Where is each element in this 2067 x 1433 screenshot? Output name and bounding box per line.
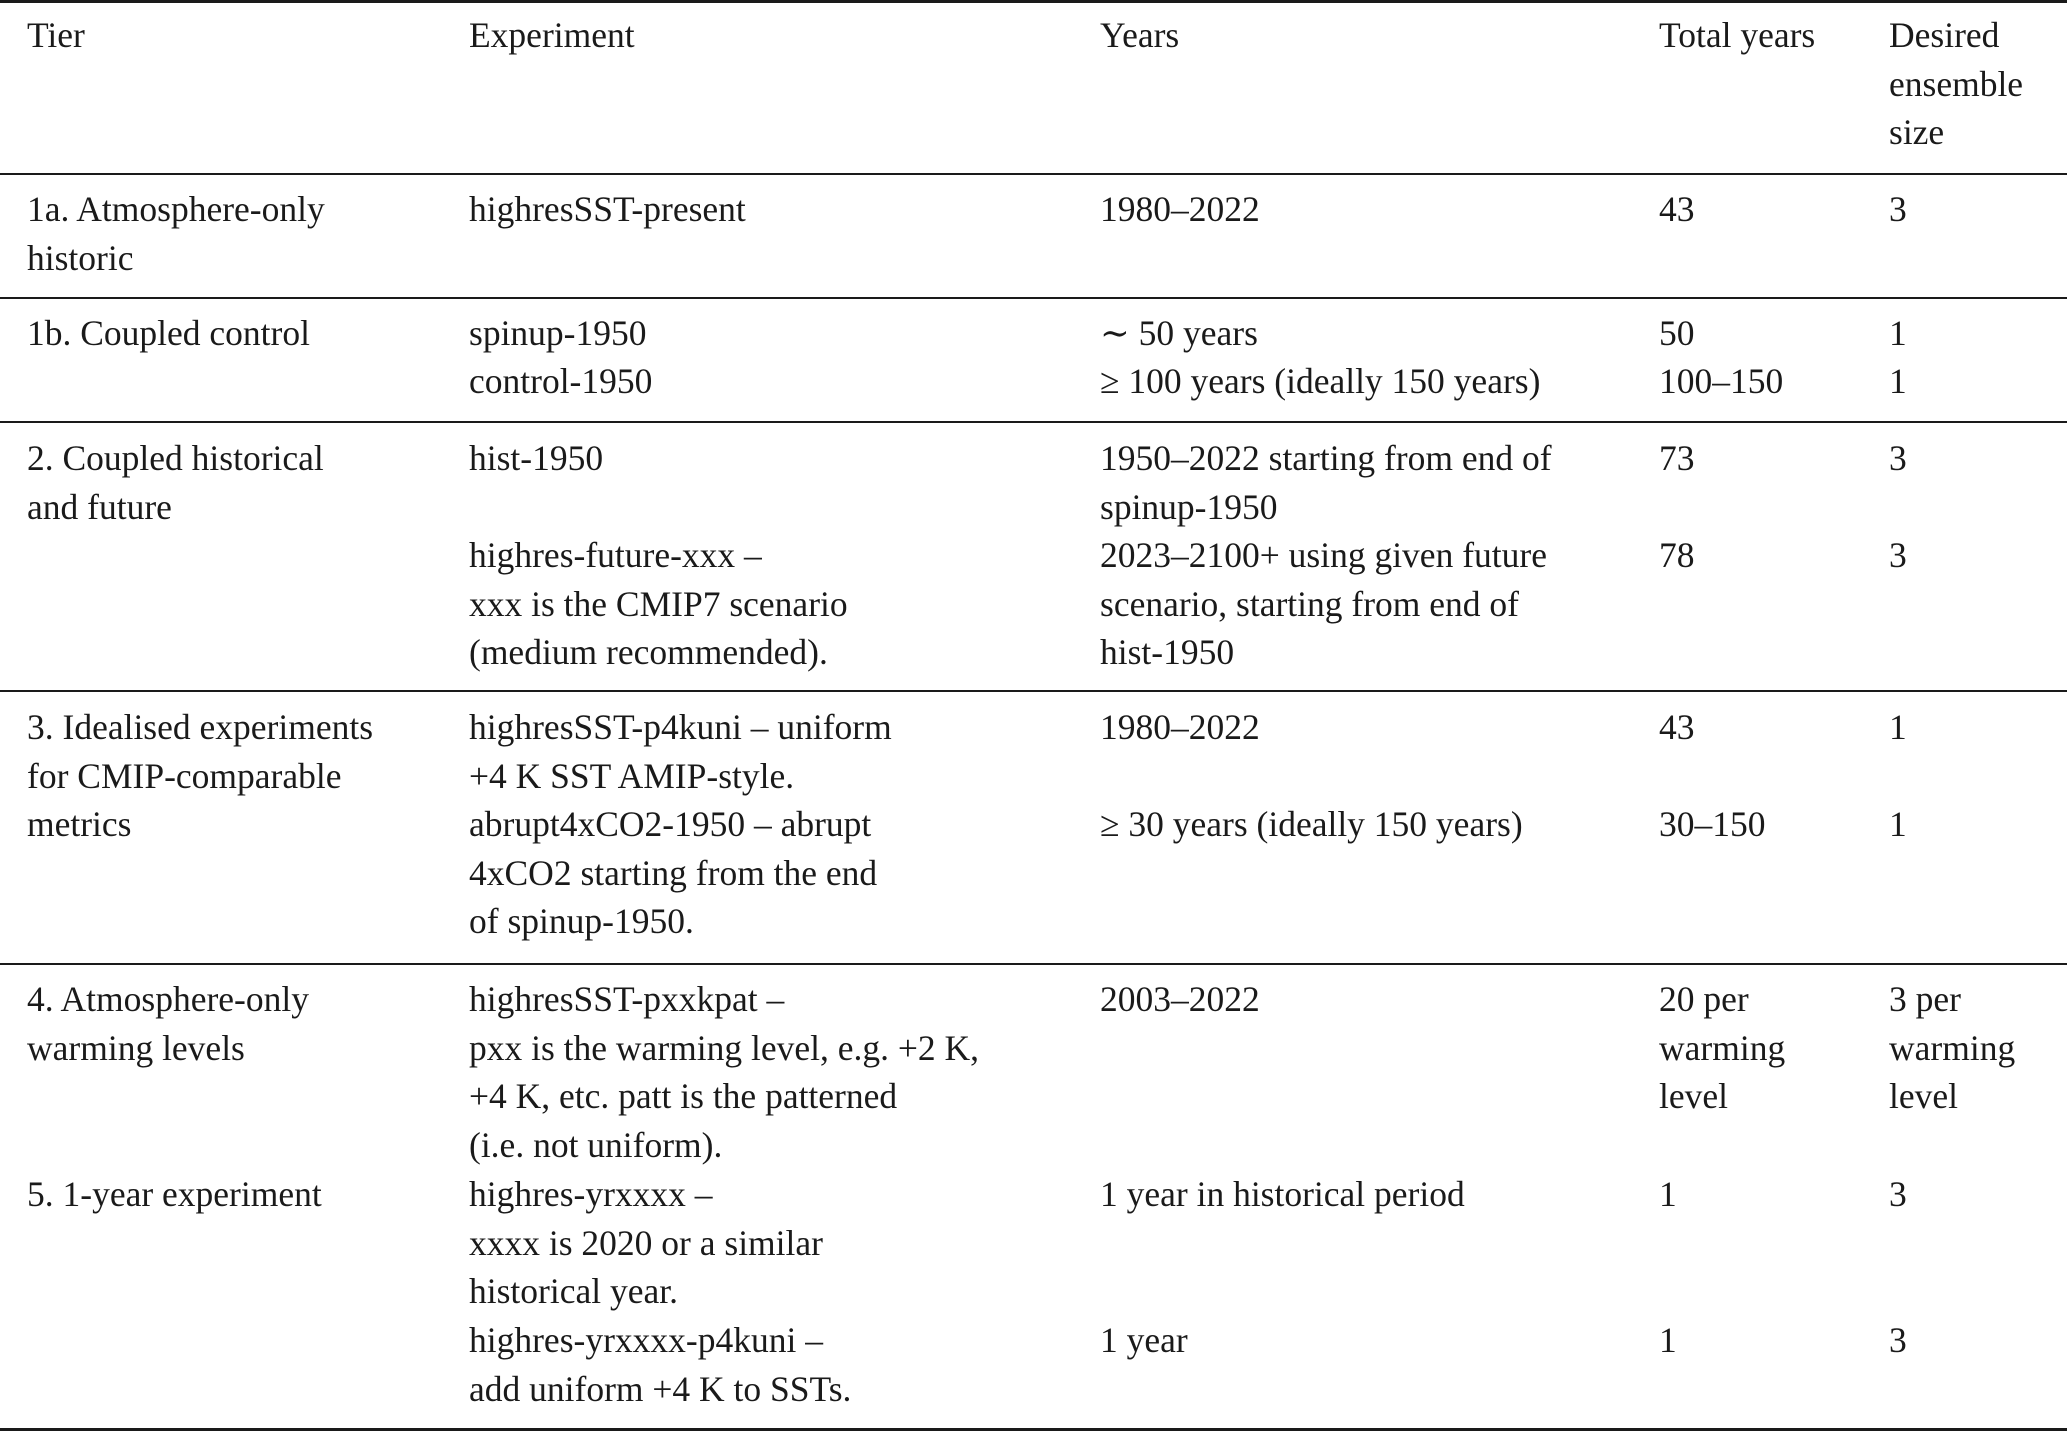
years-value: 1980–2022 — [1100, 189, 1260, 229]
experiment-name: spinup-1950 — [469, 313, 647, 353]
ensemble-size-value: 1 — [1889, 707, 1907, 747]
header-rule — [0, 173, 2067, 175]
tier-label: 1a. Atmosphere-only historic — [27, 189, 325, 278]
ensemble-size-value: 3 per warming level — [1889, 979, 2016, 1116]
header-total-years: Total years — [1659, 15, 1816, 55]
experiment-name: highres-future-xxx – xxx is the CMIP7 scenario (medium recommended). — [469, 535, 848, 672]
total-years-value: 1 — [1659, 1174, 1677, 1214]
group-rule — [0, 297, 2067, 299]
years-value: 1 year in historical period — [1100, 1174, 1465, 1214]
years-value: ∼ 50 years — [1100, 313, 1258, 353]
total-years-value: 50 — [1659, 313, 1695, 353]
years-value: 1950–2022 starting from end of spinup-1950 — [1100, 438, 1552, 527]
header-ensemble-size: Desired ensemble size — [1889, 15, 2024, 152]
experiment-name: highres-yrxxxx-p4kuni – add uniform +4 K to SSTs. — [469, 1320, 852, 1409]
experiment-name: highresSST-p4kuni – uniform +4 K SST AMIP-style. — [469, 707, 892, 796]
years-value: ≥ 100 years (ideally 150 years) — [1100, 361, 1541, 401]
header-experiment: Experiment — [469, 15, 635, 55]
years-value: 2023–2100+ using given future scenario, starting from end of hist-1950 — [1100, 535, 1547, 672]
ensemble-size-value: 1 — [1889, 313, 1907, 353]
total-years-value: 78 — [1659, 535, 1695, 575]
years-value: 1980–2022 — [1100, 707, 1260, 747]
experiment-name: highresSST-pxxkpat – pxx is the warming level, e.g. +2 K, +4 K, etc. patt is the patterned (i.e. not uniform). — [469, 979, 980, 1165]
experiment-name: highresSST-present — [469, 189, 746, 229]
years-value: 2003–2022 — [1100, 979, 1260, 1019]
total-years-value: 1 — [1659, 1320, 1677, 1360]
header-years: Years — [1100, 15, 1180, 55]
ensemble-size-value: 1 — [1889, 804, 1907, 844]
total-years-value: 43 — [1659, 189, 1695, 229]
total-years-value: 100–150 — [1659, 361, 1784, 401]
ensemble-size-value: 3 — [1889, 438, 1907, 478]
years-value: 1 year — [1100, 1320, 1188, 1360]
group-rule — [0, 963, 2067, 965]
ensemble-size-value: 3 — [1889, 1320, 1907, 1360]
total-years-value: 30–150 — [1659, 804, 1766, 844]
group-rule — [0, 421, 2067, 423]
years-value: ≥ 30 years (ideally 150 years) — [1100, 804, 1523, 844]
experiment-name: abrupt4xCO2-1950 – abrupt 4xCO2 starting from the end of spinup-1950. — [469, 804, 878, 941]
total-years-value: 43 — [1659, 707, 1695, 747]
experiment-name: highres-yrxxxx – xxxx is 2020 or a similar historical year. — [469, 1174, 823, 1311]
table-bottom-rule — [0, 1428, 2067, 1431]
table-top-rule — [0, 0, 2067, 3]
total-years-value: 20 per warming level — [1659, 979, 1786, 1116]
ensemble-size-value: 3 — [1889, 189, 1907, 229]
ensemble-size-value: 1 — [1889, 361, 1907, 401]
ensemble-size-value: 3 — [1889, 535, 1907, 575]
tier-label: 5. 1-year experiment — [27, 1174, 322, 1214]
total-years-value: 73 — [1659, 438, 1695, 478]
tier-label: 4. Atmosphere-only warming levels — [27, 979, 309, 1068]
experiment-name: control-1950 — [469, 361, 653, 401]
experiment-name: hist-1950 — [469, 438, 604, 478]
header-tier: Tier — [27, 15, 85, 55]
ensemble-size-value: 3 — [1889, 1174, 1907, 1214]
tier-label: 3. Idealised experiments for CMIP-comparable metrics — [27, 707, 374, 844]
tier-label: 2. Coupled historical and future — [27, 438, 324, 527]
tier-label: 1b. Coupled control — [27, 313, 310, 353]
group-rule — [0, 690, 2067, 692]
